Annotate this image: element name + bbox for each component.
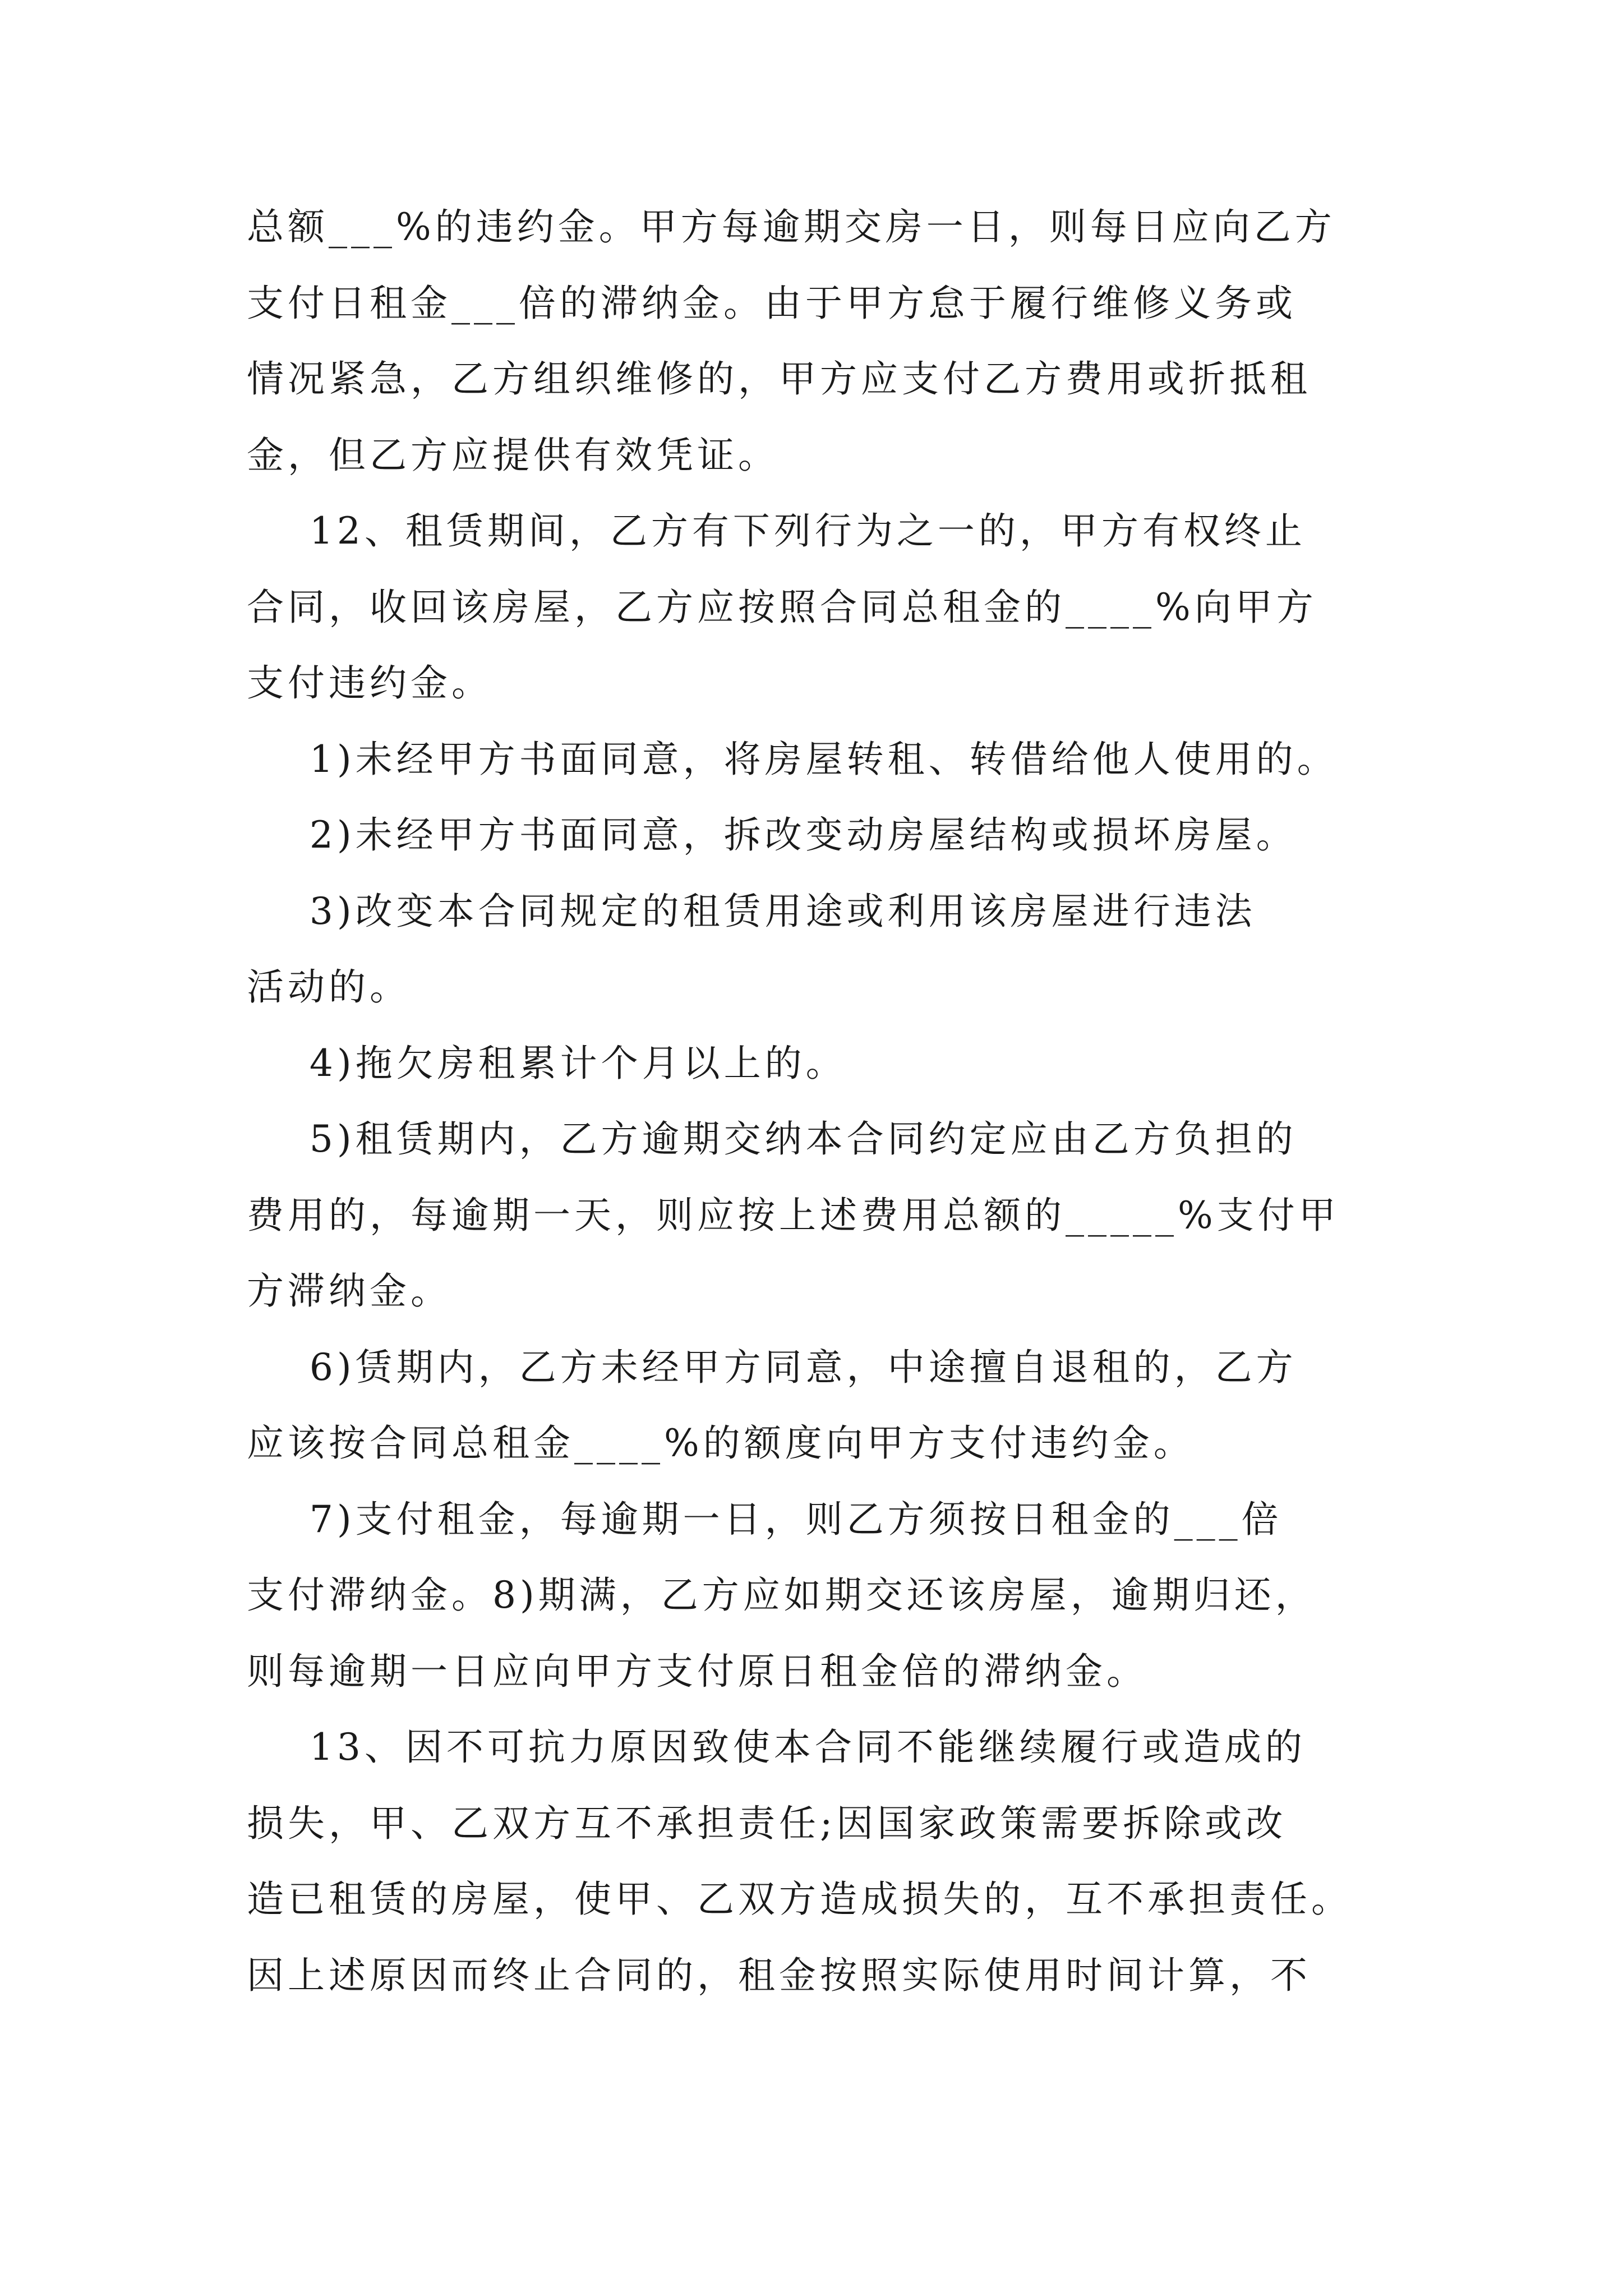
text-line: 情况紧急，乙方组织维修的，甲方应支付乙方费用或折抵租	[247, 357, 1311, 401]
text-line: 1)未经甲方书面同意，将房屋转租、转借给他人使用的。	[247, 738, 1338, 781]
text-line: 2)未经甲方书面同意，拆改变动房屋结构或损坏房屋。	[247, 813, 1297, 857]
text-line: 活动的。	[247, 965, 411, 1009]
text-line: 损失，甲、乙双方互不承担责任;因国家政策需要拆除或改	[247, 1802, 1287, 1845]
text-line: 13、因不可抗力原因致使本合同不能继续履行或造成的	[247, 1726, 1306, 1769]
text-line: 应该按合同总租金____%的额度向甲方支付违约金。	[247, 1421, 1195, 1465]
text-line: 6)赁期内，乙方未经甲方同意，中途擅自退租的，乙方	[247, 1346, 1297, 1389]
text-line: 支付日租金___倍的滞纳金。由于甲方怠于履行维修义务或	[247, 282, 1297, 325]
text-line: 支付滞纳金。8)期满，乙方应如期交还该房屋，逾期归还，	[247, 1573, 1316, 1617]
text-line: 费用的，每逾期一天，则应按上述费用总额的_____%支付甲	[247, 1194, 1340, 1237]
text-line: 5)租赁期内，乙方逾期交纳本合同约定应由乙方负担的	[247, 1117, 1297, 1161]
text-line: 因上述原因而终止合同的，租金按照实际使用时间计算，不	[247, 1954, 1311, 1997]
text-line: 3)改变本合同规定的租赁用途或利用该房屋进行违法	[247, 890, 1256, 933]
text-line: 金，但乙方应提供有效凭证。	[247, 434, 779, 477]
text-line: 支付违约金。	[247, 661, 492, 705]
text-line: 7)支付租金，每逾期一日，则乙方须按日租金的___倍	[247, 1498, 1283, 1541]
text-line: 总额___%的违约金。甲方每逾期交房一日，则每日应向乙方	[247, 205, 1336, 249]
text-line: 造已租赁的房屋，使甲、乙双方造成损失的，互不承担责任。	[247, 1878, 1352, 1921]
text-line: 4)拖欠房租累计个月以上的。	[247, 1042, 847, 1085]
text-line: 则每逾期一日应向甲方支付原日租金倍的滞纳金。	[247, 1650, 1147, 1693]
text-line: 方滞纳金。	[247, 1269, 451, 1313]
text-line: 合同，收回该房屋，乙方应按照合同总租金的____%向甲方	[247, 586, 1317, 629]
text-line: 12、租赁期间，乙方有下列行为之一的，甲方有权终止	[247, 509, 1306, 553]
